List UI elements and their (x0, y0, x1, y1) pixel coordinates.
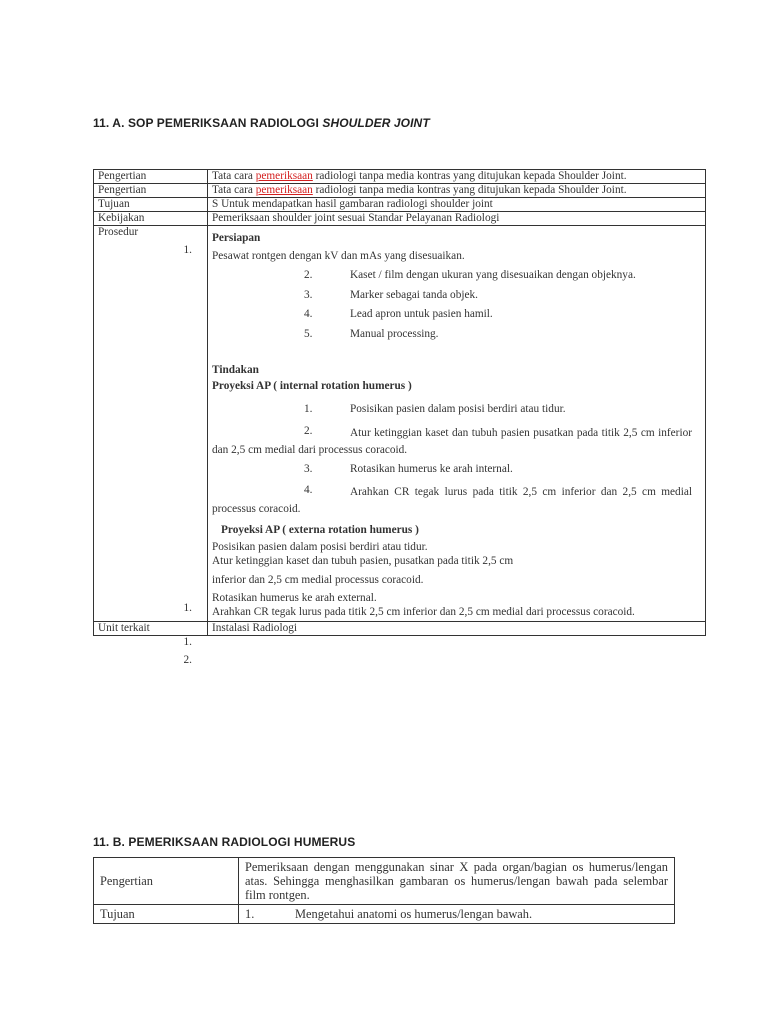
list-item: Atur ketinggian kaset dan tubuh pasien pusatkan pada titik 2,5 cm inferior dan 2,5 cm medial dari processus coracoid. (212, 427, 692, 456)
list-number: 2. (304, 425, 313, 437)
list-number: 2. (304, 269, 313, 281)
humerus-table (93, 857, 675, 924)
list-number: 1. (183, 636, 192, 648)
kebijakan-value: Pemeriksaan shoulder joint sesuai Standar Pelayanan Radiologi (208, 212, 706, 226)
tindakan-title: Tindakan (212, 364, 259, 376)
list-number: 3. (304, 463, 313, 475)
list-number: 1. (304, 403, 313, 415)
pengertian-value: Pemeriksaan dengan menggunakan sinar X pada organ/bagian os humerus/lengan atas. Sehingga menghasilkan gambaran os humerus/lengan bawah pada selembar film rontgen. (239, 858, 675, 905)
unit-value: Instalasi Radiologi (208, 622, 706, 636)
list-item: Atur ketinggian kaset dan tubuh pasien, pusatkan pada titik 2,5 cm (212, 555, 514, 567)
list-item: Manual processing. (350, 328, 439, 340)
list-number: 4. (304, 484, 313, 496)
list-item: Pesawat rontgen dengan kV dan mAs yang disesuaikan. (212, 250, 465, 262)
list-item: Rotasikan humerus ke arah internal. (350, 463, 513, 475)
list-number: 3. (304, 289, 313, 301)
unit-label: Unit terkait (94, 622, 208, 636)
tujuan-value: S Untuk mendapatkan hasil gambaran radiologi shoulder joint (208, 198, 706, 212)
tujuan-label: Tujuan (94, 198, 208, 212)
sop-shoulder-table (93, 169, 706, 666)
list-number: 4. (304, 308, 313, 320)
proyeksi-externa-title: Proyeksi AP ( externa rotation humerus ) (221, 524, 419, 536)
kebijakan-label: Kebijakan (94, 212, 208, 226)
table-row (94, 905, 675, 924)
list-item: Marker sebagai tanda objek. (350, 289, 478, 301)
table-row (94, 858, 675, 905)
list-item: Lead apron untuk pasien hamil. (350, 308, 493, 320)
table-row (94, 170, 706, 184)
pengertian-label: Pengertian (94, 184, 208, 198)
list-item: Arahkan CR tegak lurus pada titik 2,5 cm inferior dan 2,5 cm medial processus coracoid. (212, 486, 692, 515)
list-number: 2. (183, 654, 192, 666)
spellcheck-word: pemeriksaan (255, 170, 313, 182)
prosedur-content (208, 226, 706, 622)
proyeksi-internal-title: Proyeksi AP ( internal rotation humerus ) (212, 380, 412, 392)
pengertian-label: Pengertian (94, 858, 239, 905)
table-row (94, 622, 706, 636)
list-number: 1. (245, 907, 255, 921)
list-number: 1. (183, 602, 192, 614)
list-item: Posisikan pasien dalam posisi berdiri atau tidur. (350, 403, 566, 415)
pengertian-value: Tata cara pemeriksaan radiologi tanpa media kontras yang ditujukan kepada Shoulder Joint. (208, 170, 706, 184)
section-a-title: 11. A. SOP PEMERIKSAAN RADIOLOGI SHOULDER JOINT (93, 116, 430, 130)
list-item: Rotasikan humerus ke arah external. (212, 592, 377, 604)
spellcheck-word: pemeriksaan (255, 184, 313, 196)
table-row (94, 226, 706, 622)
section-b-title: 11. B. PEMERIKSAAN RADIOLOGI HUMERUS (93, 835, 356, 849)
pengertian-value: Tata cara pemeriksaan radiologi tanpa media kontras yang ditujukan kepada Shoulder Joint. (208, 184, 706, 198)
list-item: Kaset / film dengan ukuran yang disesuaikan dengan objeknya. (350, 269, 636, 281)
prosedur-label: Prosedur (98, 226, 139, 238)
table-row (94, 198, 706, 212)
tujuan-label: Tujuan (94, 905, 239, 924)
list-number: 5. (304, 328, 313, 340)
list-number: 1. (183, 244, 192, 256)
persiapan-title: Persiapan (212, 232, 261, 244)
list-item: inferior dan 2,5 cm medial processus coracoid. (212, 574, 424, 586)
table-row (94, 184, 706, 198)
table-row (94, 212, 706, 226)
tujuan-value: 1. Mengetahui anatomi os humerus/lengan bawah. (239, 905, 675, 924)
list-item: Posisikan pasien dalam posisi berdiri atau tidur. (212, 541, 428, 553)
list-item: Arahkan CR tegak lurus pada titik 2,5 cm inferior dan 2,5 cm medial dari processus coracoid. (212, 606, 635, 618)
pengertian-label: Pengertian (94, 170, 208, 184)
